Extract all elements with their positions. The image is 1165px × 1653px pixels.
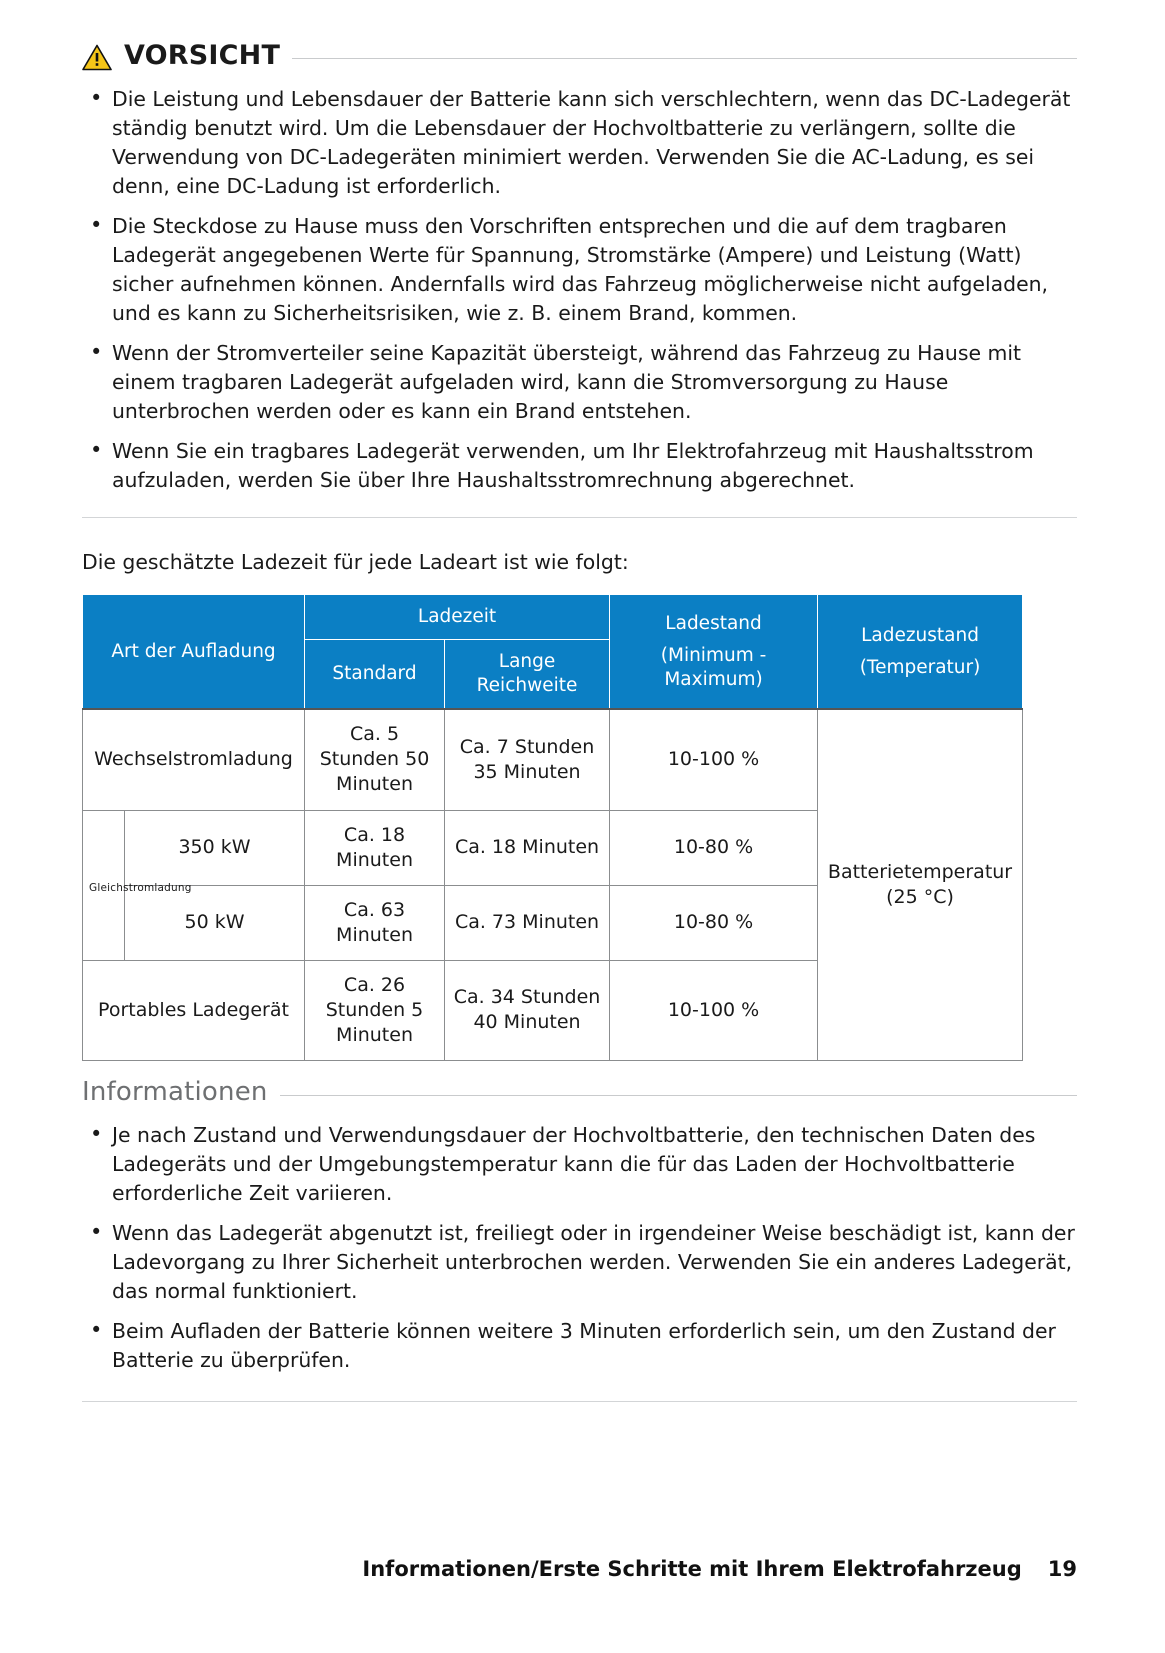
footer-text: Informationen/Erste Schritte mit Ihrem Elektrofahrzeug (362, 1557, 1022, 1581)
list-item: • Beim Aufladen der Batterie können weitere 3 Minuten erforderlich sein, um den Zustand der Batterie zu überprüfen. (82, 1317, 1077, 1375)
caution-title: VORSICHT (124, 40, 281, 71)
th-standard: Standard (305, 640, 445, 710)
cell-soc: 10-100 % (610, 960, 818, 1060)
table-header-row-1 (83, 595, 1023, 640)
heading-rule (280, 1095, 1077, 1096)
list-item: • Wenn Sie ein tragbares Ladegerät verwenden, um Ihr Elektrofahrzeug mit Haushaltsstrom aufzuladen, werden Sie über Ihre Haushaltsstromrechnung abgerechnet. (82, 437, 1077, 495)
cell-standard: Ca. 18 Minuten (305, 810, 445, 885)
section-divider (82, 1401, 1077, 1402)
cell-standard: Ca. 26 Stunden 5 Minuten (305, 960, 445, 1060)
cell-type-ac: Wechselstromladung (83, 709, 305, 810)
page-number: 19 (1047, 1557, 1077, 1581)
information-heading (82, 1077, 1077, 1107)
th-charge-type: Art der Aufladung (83, 595, 305, 710)
cell-soc: 10-100 % (610, 709, 818, 810)
th-condition-line2: (Temperatur) (859, 656, 981, 678)
list-item: • Die Steckdose zu Hause muss den Vorschriften entsprechen und die auf dem tragbaren Ladegerät angegebenen Werte für Spannung, Stromstärke (Ampere) und Leistung (Watt) sicher aufnehmen können. Andernfalls wird das Fahrzeug möglicherweise nicht aufgeladen, und es kann zu Sicherheitsrisiken, wie z. B. einem Brand, kommen. (82, 212, 1077, 328)
cell-long-range: Ca. 34 Stunden 40 Minuten (445, 960, 610, 1060)
th-soc-line2: (Minimum - Maximum) (660, 644, 767, 690)
section-divider (82, 517, 1077, 518)
page-footer (82, 1557, 1077, 1581)
cell-soc: 10-80 % (610, 810, 818, 885)
cell-condition-value: Batterietemperatur (25 °C) (818, 709, 1023, 1060)
cell-dc-group-label (83, 810, 192, 960)
list-item: • Je nach Zustand und Verwendungsdauer der Hochvoltbatterie, den technischen Daten des Ladegeräts und der Umgebungstemperatur kann die für das Laden der Hochvoltbatterie erforderliche Zeit variieren. (82, 1121, 1077, 1208)
dc-group-label-text: Gleichstromladung (89, 881, 192, 894)
warning-triangle-icon (82, 44, 112, 71)
caution-bullet-list (82, 85, 1077, 495)
information-bullet-list (82, 1121, 1077, 1375)
th-charging-time-group: Ladezeit (305, 595, 610, 640)
table-intro-text: Die geschätzte Ladezeit für jede Ladeart ist wie folgt: (82, 549, 629, 574)
cell-long-range: Ca. 18 Minuten (445, 810, 610, 885)
cell-standard: Ca. 63 Minuten (305, 885, 445, 960)
th-condition-line1: Ladezustand (861, 624, 979, 646)
caution-heading (82, 40, 1077, 71)
cell-type-portable: Portables Ladegerät (83, 960, 305, 1060)
list-item: • Wenn der Stromverteiler seine Kapazität übersteigt, während das Fahrzeug zu Hause mit einem tragbaren Ladegerät aufgeladen wird, kann die Stromversorgung zu Hause unterbrochen werden oder es kann ein Brand entstehen. (82, 339, 1077, 426)
cell-power: 350 kW (125, 810, 305, 885)
th-state-of-charge (610, 595, 818, 710)
table-row (83, 709, 1023, 810)
cell-long-range: Ca. 7 Stunden 35 Minuten (445, 709, 610, 810)
th-soc-line1: Ladestand (665, 612, 762, 634)
information-title: Informationen (82, 1077, 268, 1108)
cell-power: 50 kW (125, 885, 305, 960)
cell-soc: 10-80 % (610, 885, 818, 960)
th-long-range: Lange Reichweite (445, 640, 610, 710)
list-item: • Die Leistung und Lebensdauer der Batterie kann sich verschlechtern, wenn das DC-Ladegerät ständig benutzt wird. Um die Lebensdauer der Hochvoltbatterie zu verlängern, sollte die Verwendung von DC-Ladegeräten minimiert werden. Verwenden Sie die AC-Ladung, es sei denn, eine DC-Ladung ist erforderlich. (82, 85, 1077, 201)
cell-long-range: Ca. 73 Minuten (445, 885, 610, 960)
heading-rule (292, 58, 1077, 59)
charging-time-table (82, 594, 1023, 1061)
list-item: • Wenn das Ladegerät abgenutzt ist, freiliegt oder in irgendeiner Weise beschädigt ist, kann der Ladevorgang zu Ihrer Sicherheit unterbrochen werden. Verwenden Sie ein anderes Ladegerät, das normal funktioniert. (82, 1219, 1077, 1306)
th-charge-condition (818, 595, 1023, 710)
cell-standard: Ca. 5 Stunden 50 Minuten (305, 709, 445, 810)
